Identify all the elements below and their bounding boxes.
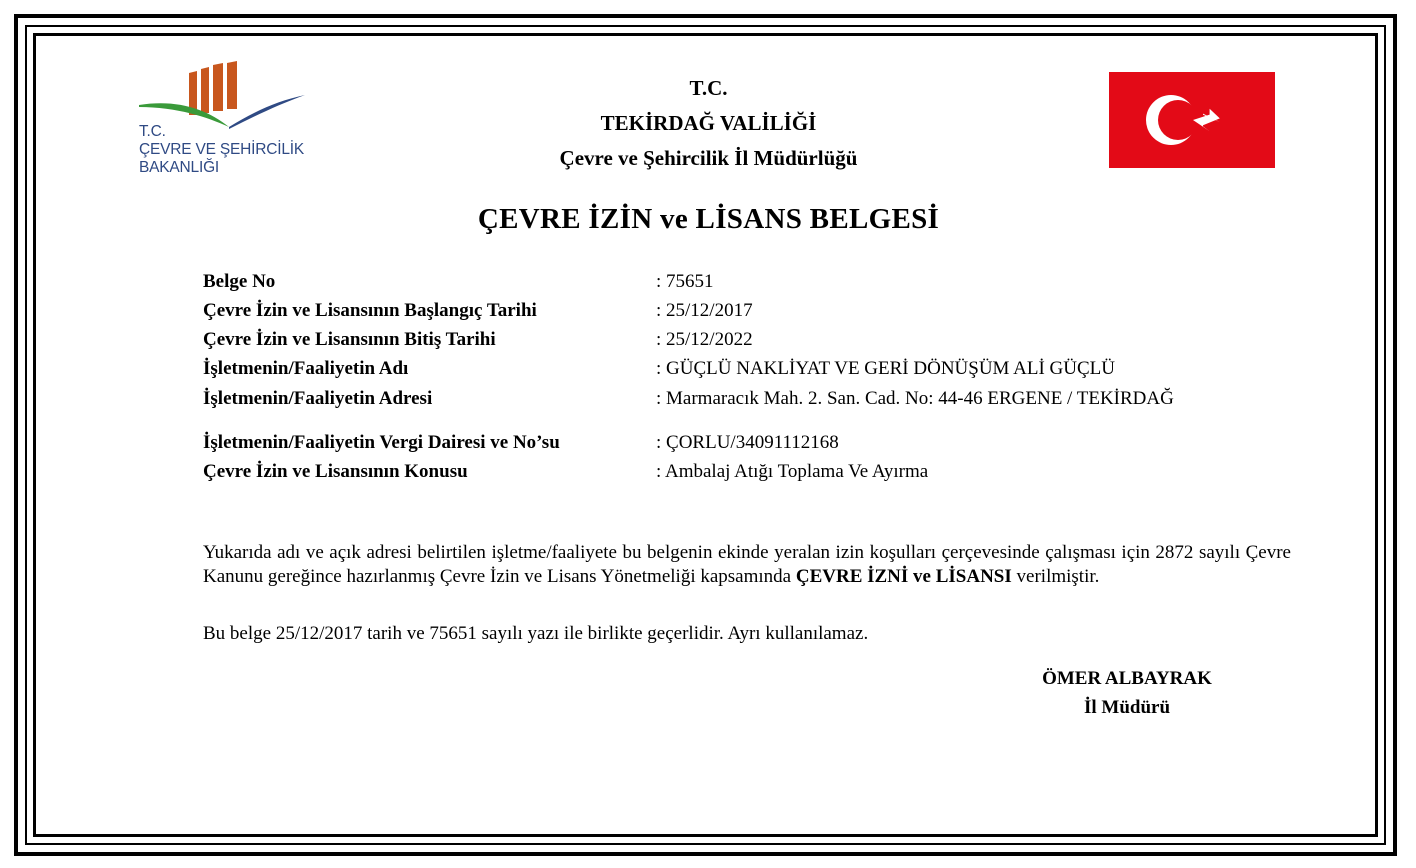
document-title: ÇEVRE İZİN ve LİSANS BELGESİ xyxy=(477,203,940,235)
signatory-title: İl Müdürü xyxy=(1083,697,1171,718)
logo-line-2: ÇEVRE VE ŞEHİRCİLİK xyxy=(139,141,305,158)
field-value: : 75651 xyxy=(656,271,714,292)
logo-line-1: T.C. xyxy=(139,123,166,140)
header-directorate: Çevre ve Şehircilik İl Müdürlüğü xyxy=(559,146,858,170)
validity-note: Bu belge 25/12/2017 tarih ve 75651 sayılı yazı ile birlikte geçerlidir. Ayrı kullanılamaz. xyxy=(203,623,869,644)
field-value: : ÇORLU/34091112168 xyxy=(656,432,839,453)
field-value: : GÜÇLÜ NAKLİYAT VE GERİ DÖNÜŞÜM ALİ GÜÇLÜ xyxy=(656,358,1115,379)
field-value: : 25/12/2017 xyxy=(656,300,753,321)
field-label: İşletmenin/Faaliyetin Vergi Dairesi ve No’su xyxy=(203,432,560,453)
field-label: Çevre İzin ve Lisansının Konusu xyxy=(203,461,468,482)
signatory-name: ÖMER ALBAYRAK xyxy=(1042,668,1212,689)
field-label: İşletmenin/Faaliyetin Adresi xyxy=(203,388,433,409)
field-label: Çevre İzin ve Lisansının Başlangıç Tarihi xyxy=(203,300,537,321)
field-label: Belge No xyxy=(203,271,276,292)
logo-line-3: BAKANLIĞI xyxy=(139,159,220,176)
header-governorship: TEKİRDAĞ VALİLİĞİ xyxy=(600,111,817,135)
field-label: Çevre İzin ve Lisansının Bitiş Tarihi xyxy=(203,329,496,350)
certificate-frame xyxy=(33,33,1378,837)
body-paragraph-text: Yukarıda adı ve açık adresi belirtilen işletme/faaliyete bu belgenin ekinde yeralan izin koşulları çerçevesinde çalışması için 2872 sayılı Çevre Kanunu gereğince hazırlanmış Çevre İzin ve Lisans Yönetmeliği kapsamında xyxy=(203,542,1291,587)
body-paragraph-bold: ÇEVRE İZNİ ve LİSANSI xyxy=(795,565,1012,587)
body-paragraph-tail: verilmiştir. xyxy=(1011,565,1100,587)
field-value: : 25/12/2022 xyxy=(656,329,753,350)
header-tc: T.C. xyxy=(689,76,728,100)
body-paragraph xyxy=(203,541,1291,588)
field-value: : Marmaracık Mah. 2. San. Cad. No: 44-46 ERGENE / TEKİRDAĞ xyxy=(656,388,1174,409)
field-value: : Ambalaj Atığı Toplama Ve Ayırma xyxy=(656,461,929,482)
field-label: İşletmenin/Faaliyetin Adı xyxy=(203,358,409,379)
